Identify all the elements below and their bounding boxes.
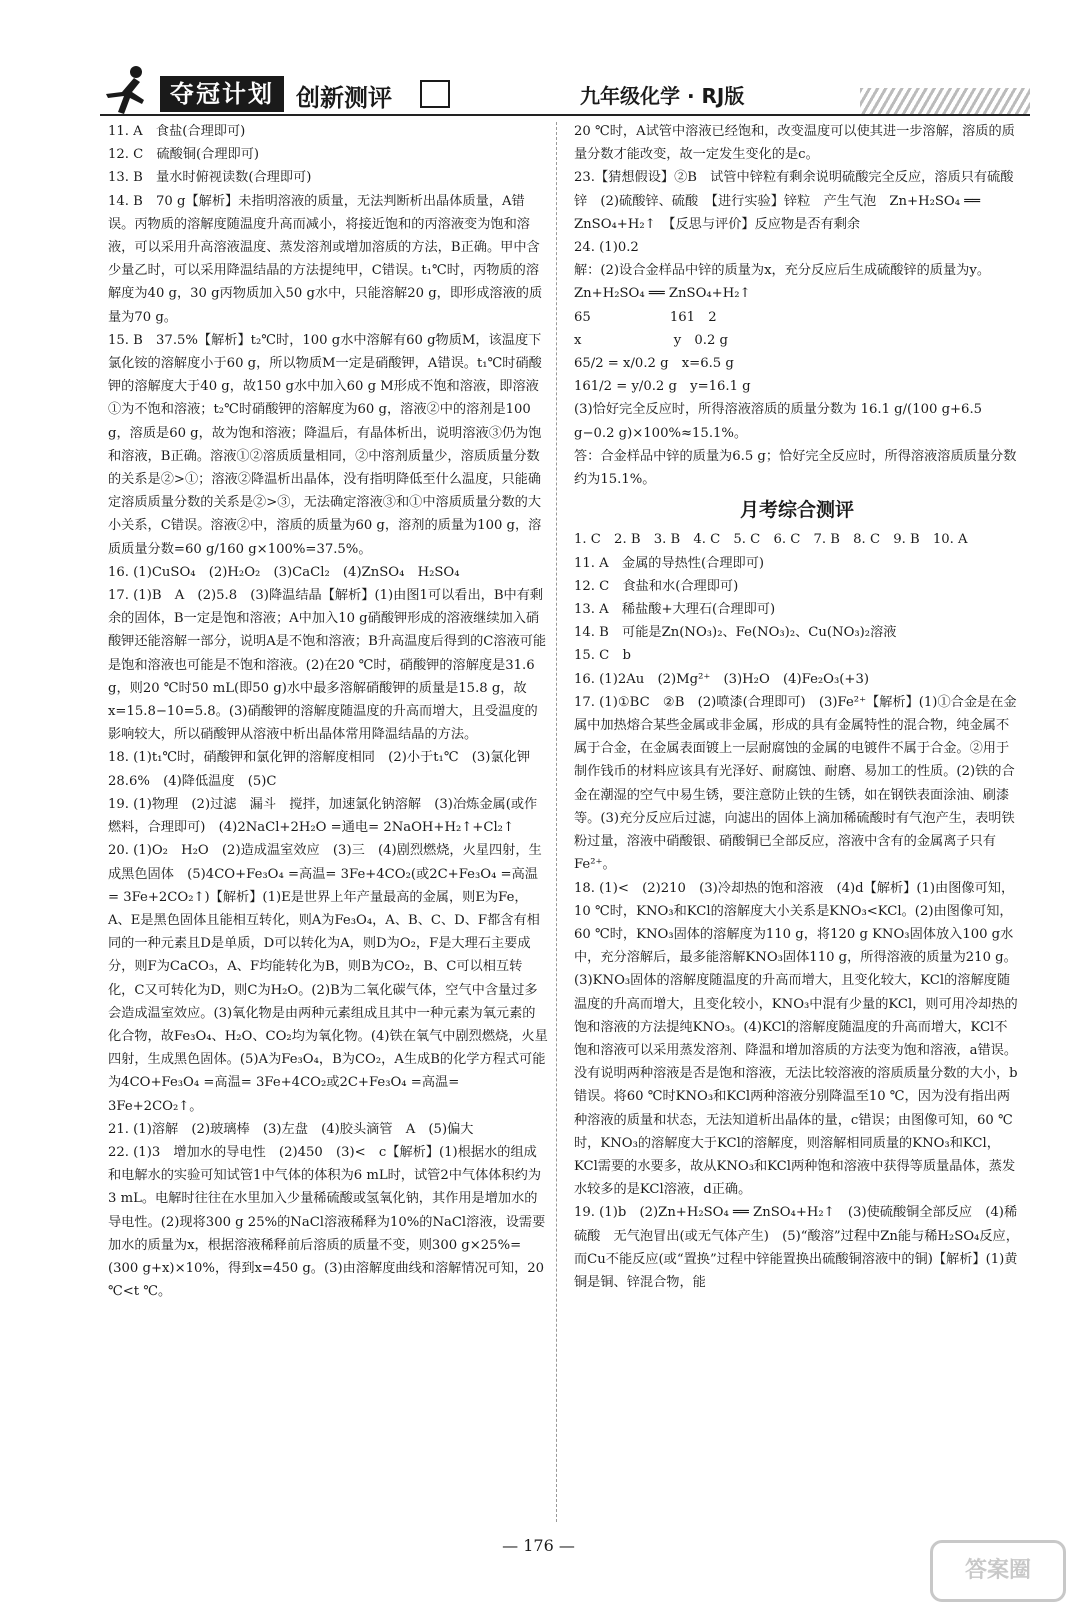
answer-item: 答：合金样品中锌的质量为6.5 g；恰好完全反应时，所得溶液溶质质量分数约为15.1%。	[574, 448, 1017, 488]
answer-item: (3)恰好完全反应时，所得溶液溶质的质量分数为 16.1 g/(100 g+6.5 g−0.2 g)×100%≈15.1%。	[574, 402, 987, 441]
answer-item: 12. C 食盐和水(合理即可)	[574, 578, 739, 594]
equation-line: 65 161 2	[574, 309, 717, 325]
answer-item: 14. B 可能是Zn(NO₃)₂、Fe(NO₃)₂、Cu(NO₃)₂溶液	[574, 625, 897, 641]
answer-item: 16. (1)2Au (2)Mg²⁺ (3)H₂O (4)Fe₂O₃(+3)	[574, 671, 869, 687]
answer-item: 12. C 硫酸铜(合理即可)	[108, 147, 260, 163]
answer-item: 11. A 金属的导热性(合理即可)	[574, 555, 765, 571]
answer-item: 18. (1)t₁℃时，硝酸钾和氯化钾的溶解度相同 (2)小于t₁℃ (3)氯化钾 28.6% (4)降低温度 (5)C	[108, 750, 544, 789]
answer-item: 15. C b	[574, 648, 631, 664]
page-header	[0, 0, 1077, 118]
page-number: — 176 —	[502, 1536, 575, 1555]
answer-item: 14. B 70 g【解析】未指明溶液的质量，无法判断析出晶体质量，A错误。丙物质的溶解度随温度升高而减小，将接近饱和的丙溶液变为饱和溶液，可以采用升高溶液温度、蒸发溶剂或增加溶质的方法，B正确。甲中含少量乙时，可以采用降温结晶的方法提纯甲，C错误。t₁℃时，丙物质的溶解度为40 g，30 g丙物质加入50 g水中，只能溶解20 g，即形成溶液的质量为70 g。	[108, 193, 543, 325]
right-column	[574, 120, 1020, 1294]
answer-item: 19. (1)b (2)Zn+H₂SO₄ ══ ZnSO₄+H₂↑ (3)使硫酸铜全部反应 (4)稀硫酸 无气泡冒出(或无气体产生) (5)“酸溶”过程中Zn能与稀H₂SO₄反应，而Cu不能反应(或“置换”过程中锌能置换出硫酸铜溶液中的铜)【解析】(1)黄铜是铜、锌混合物，能	[574, 1205, 1019, 1290]
runner-logo-icon	[96, 64, 156, 116]
brand-logo: 夺冠计划	[160, 76, 284, 112]
answer-item: 17. (1)B A (2)5.8 (3)降温结晶【解析】(1)由图1可以看出，B中有剩余的固体，B一定是饱和溶液；A中加入10 g硝酸钾形成的溶液继续加入硝酸钾还能溶解一部分，说明A是不饱和溶液；B升高温度后得到的C溶液可能是饱和溶液也可能是不饱和溶液。(2)在20 ℃时，硝酸钾的溶解度是31.6 g，则20 ℃时50 mL(即50 g)水中最多溶解硝酸钾的质量是15.8 g，故x=15.8−10=5.8。(3)硝酸钾的溶解度随温度的升高而增大，且受温度的影响较大，所以硝酸钾从溶液中析出晶体常用降温结晶的方法。	[108, 588, 547, 743]
answer-item: 11. A 食盐(合理即可)	[108, 124, 246, 139]
answer-item: 19. (1)物理 (2)过滤 漏斗 搅拌，加速氯化钠溶解 (3)冶炼金属(或作燃料，合理即可) (4)2NaCl+2H₂O =通电= 2NaOH+H₂↑+Cl₂↑	[108, 796, 538, 836]
answer-item: 20. (1)O₂ H₂O (2)造成温室效应 (3)三 (4)剧烈燃烧，火星四射，生成黑色固体 (5)4CO+Fe₃O₄ =高温= 3Fe+4CO₂(或2C+Fe₃O₄ =高温= 3Fe+2CO₂↑)【解析】(1)E是世界上年产量最高的金属，则E为Fe，A、E是黑色固体且能相互转化，则A为Fe₃O₄，A、B、C、D、F都含有相同的一种元素且D是单质，D可以转化为A，则D为O₂，F是大理石主要成分，则F为CaCO₃，A、F均能转化为B，则B为CO₂，B、C可以相互转化，C又可转化为D，则C为H₂O。(2)B为二氧化碳气体，空气中含量过多会造成温室效应。(3)氧化物是由两种元素组成且其中一种元素为氧元素的化合物，故Fe₃O₄、H₂O、CO₂均为氧化物。(4)铁在氧气中剧烈燃烧，火星四射，生成黑色固体。(5)A为Fe₃O₄，B为CO₂，A生成B的化学方程式可能为4CO+Fe₃O₄ =高温= 3Fe+4CO₂或2C+Fe₃O₄ =高温= 3Fe+2CO₂↑。	[108, 843, 548, 1114]
brand-subtitle: 创新测评	[296, 84, 392, 112]
answer-item: 24. (1)0.2	[574, 240, 639, 256]
header-rule	[100, 114, 1030, 116]
equation-line: 161/2 = y/0.2 g y=16.1 g	[574, 379, 751, 395]
subject-label: 九年级化学 · RJ版	[580, 84, 745, 108]
answer-item: 23.【猜想假设】②B 试管中锌粒有剩余说明硫酸完全反应，溶质只有硫酸锌 (2)硫酸锌、硫酸 【进行实验】锌粒 产生气泡 Zn+H₂SO₄ ══ ZnSO₄+H₂↑ 【反思与评价】反应物是否有剩余	[574, 170, 1014, 232]
watermark-logo: 答案圈	[930, 1540, 1066, 1602]
column-divider	[556, 122, 558, 1522]
answer-item: 18. (1)< (2)210 (3)冷却热的饱和溶液 (4)d【解析】(1)由图像可知，10 ℃时，KNO₃和KCl的溶解度大小关系是KNO₃<KCl。(2)由图像可知，60 ℃时，KNO₃固体的溶解度为110 g，将120 g KNO₃固体放入100 g水中，充分溶解后，最多能溶解KNO₃固体110 g，所得溶液的质量为210 g。(3)KNO₃固体的溶解度随温度的升高而增大，且变化较大，KCl的溶解度随温度的升高而增大，且变化较小，KNO₃中混有少量的KCl，则可用冷却热的饱和溶液的方法提纯KNO₃。(4)KCl的溶解度随温度的升高而增大，KCl不饱和溶液可以采用蒸发溶剂、降温和增加溶质的方法变为饱和溶液，a错误。没有说明两种溶液是否是饱和溶液，无法比较溶液的溶质质量分数的大小，b错误。将60 ℃时KNO₃和KCl两种溶液分别降温至10 ℃，因为没有指出两种溶液的质量和状态，无法知道析出晶体的量，c错误；由图像可知，60 ℃时，KNO₃的溶解度大于KCl的溶解度，则溶解相同质量的KNO₃和KCl，KCl需要的水要多，故从KNO₃和KCl两种饱和溶液中获得等质量晶体，蒸发水较多的是KCl溶液，d正确。	[574, 880, 1018, 1198]
answer-item: 13. A 稀盐酸+大理石(合理即可)	[574, 602, 776, 618]
equation-line: x y 0.2 g	[574, 332, 728, 348]
answer-item: 16. (1)CuSO₄ (2)H₂O₂ (3)CaCl₂ (4)ZnSO₄ H₂SO₄	[108, 564, 460, 580]
answer-item: 20 ℃时，A试管中溶液已经饱和，改变温度可以使其进一步溶解，溶质的质量分数才能改变，故一定发生变化的是c。	[574, 124, 1015, 163]
answer-item: 21. (1)溶解 (2)玻璃棒 (3)左盘 (4)胶头滴管 A (5)偏大	[108, 1121, 474, 1137]
equation-line: 65/2 = x/0.2 g x=6.5 g	[574, 356, 734, 372]
left-column	[108, 120, 548, 1303]
header-stripe-decoration	[860, 88, 1030, 114]
answer-item: 15. B 37.5%【解析】t₂℃时，100 g水中溶解有60 g物质M，该温度下氯化铵的溶解度小于60 g，所以物质M一定是硝酸钾，A错误。t₁℃时硝酸钾的溶解度大于40 g，故150 g水中加入60 g M形成不饱和溶液，即溶液①为不饱和溶液；t₂℃时硝酸钾的溶解度为60 g，溶液②中的溶剂是100 g，溶质是60 g，故为饱和溶液；降温后，有晶体析出，说明溶液③仍为饱和溶液，B正确。溶液①②溶质质量相同，②中溶剂质量少，溶质质量分数的关系是②>①；溶液②降温析出晶体，没有指明降低至什么温度，只能确定溶质质量分数的关系是②>③，无法确定溶液③和①中溶质质量分数的大小关系，C错误。溶液②中，溶质的质量为60 g，溶剂的质量为100 g，溶质质量分数=60 g/160 g×100%=37.5%。	[108, 332, 542, 557]
answer-item: 22. (1)3 增加水的导电性 (2)450 (3)< c【解析】(1)根据水的组成和电解水的实验可知试管1中气体的体积为6 mL时，试管2中气体体积约为3 mL。电解时往往在水里加入少量稀硫酸或氢氧化钠，其作用是增加水的导电性。(2)现将300 g 25%的NaCl溶液稀释为10%的NaCl溶液，设需要加水的质量为x，根据溶液稀释前后溶质的质量不变，则300 g×25%=(300 g+x)×10%，得到x=450 g。(3)由溶解度曲线和溶解情况可知，20 ℃<t ℃。	[108, 1144, 549, 1300]
check-mark-icon	[420, 80, 450, 108]
answer-item: 1. C 2. B 3. B 4. C 5. C 6. C 7. B 8. C 9. B 10. A	[574, 532, 968, 548]
section-title: 月考综合测评	[739, 499, 854, 522]
equation-line: Zn+H₂SO₄ ══ ZnSO₄+H₂↑	[574, 286, 751, 302]
answer-item: 解：(2)设合金样品中锌的质量为x，充分反应后生成硫酸锌的质量为y。	[574, 263, 991, 279]
answer-item: 17. (1)①BC ②B (2)喷漆(合理即可) (3)Fe²⁺【解析】(1)①合金是在金属中加热熔合某些金属或非金属，形成的具有金属特性的混合物，纯金属不属于合金，在金属表面镀上一层耐腐蚀的金属的电镀件不属于合金。②用于制作钱币的材料应该具有光泽好、耐腐蚀、耐磨、易加工的性质。(2)铁的合金在潮湿的空气中易生锈，要注意防止铁的生锈，如在钢铁表面涂油、刷漆等。(3)充分反应后过滤，向滤出的固体上滴加稀硫酸时有气泡产生，表明铁粉过量，溶液中硝酸银、硝酸铜已全部反应，溶液中含有的金属离子只有Fe²⁺。	[574, 694, 1017, 873]
answer-item: 13. B 量水时俯视读数(合理即可)	[108, 170, 312, 186]
